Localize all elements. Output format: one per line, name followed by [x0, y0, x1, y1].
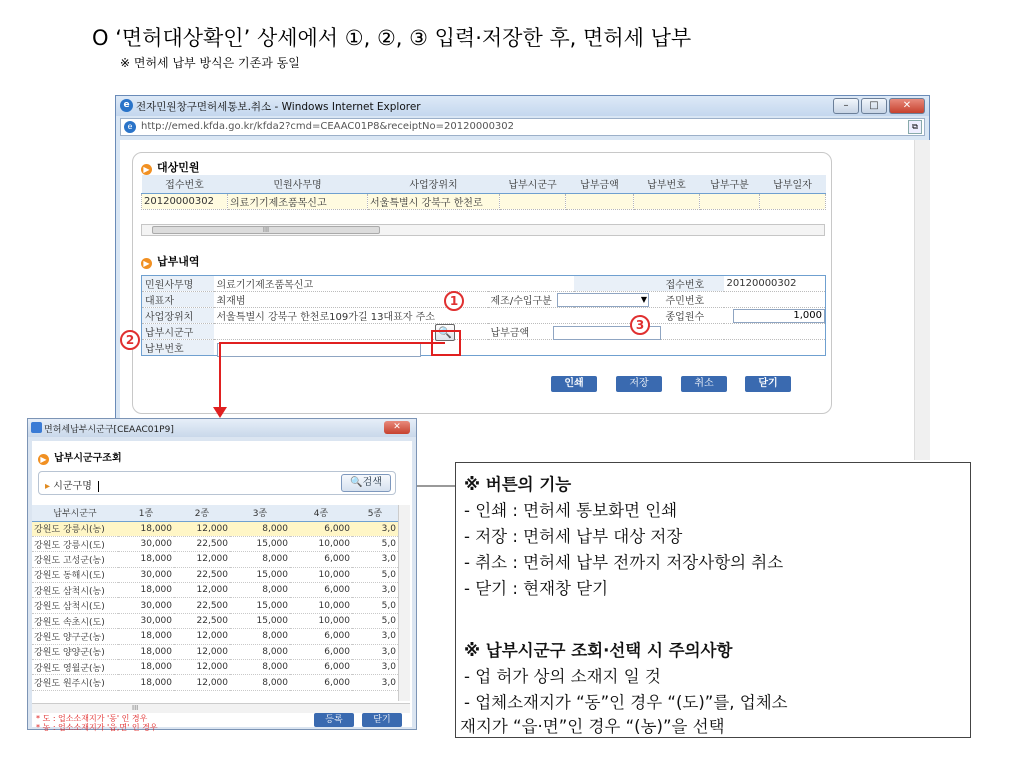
notes-line: - 인쇄 : 면허세 통보화면 인쇄 [464, 501, 678, 520]
cell: 12,000 [174, 552, 230, 567]
col-header[interactable]: 4종 [290, 505, 352, 521]
cell: 3,0 [352, 521, 398, 536]
notes-line: - 업 허가 상의 소재지 일 것 [464, 667, 661, 686]
notes-line: - 저장 : 면허세 납부 대상 저장 [464, 527, 683, 546]
cell: 15,000 [230, 536, 290, 551]
save-button[interactable]: 저장 [616, 376, 662, 392]
cell: 5,0 [352, 613, 398, 628]
cell: 18,000 [118, 675, 174, 690]
search-button[interactable]: 🔍검색 [341, 474, 391, 492]
col-header[interactable]: 납부번호 [634, 175, 700, 193]
cell: 20120000302 [142, 193, 228, 209]
bullet-icon: ▶ [141, 164, 152, 175]
cell: 18,000 [118, 552, 174, 567]
notes-box [455, 462, 971, 738]
cell: 3,0 [352, 660, 398, 675]
district-table [32, 505, 398, 691]
cell: 강원도 고성군(농) [32, 552, 118, 567]
cell: 6,000 [290, 660, 352, 675]
compat-view-icon[interactable]: ⧉ [908, 120, 922, 134]
location-value: 서울특별시 강북구 한천로109가길 13대표자 주소 [214, 308, 574, 324]
cell: 5,0 [352, 536, 398, 551]
col-header[interactable]: 납부시군구 [500, 175, 566, 193]
cell: 18,000 [118, 644, 174, 659]
rep-label: 대표자 [142, 292, 214, 308]
col-header[interactable]: 사업장위치 [368, 175, 500, 193]
notes-line: - 취소 : 면허세 납부 전까지 저장사항의 취소 [464, 553, 784, 572]
cell: 3,0 [352, 675, 398, 690]
cell: 8,000 [230, 583, 290, 598]
cell: 15,000 [230, 598, 290, 613]
cell: 8,000 [230, 521, 290, 536]
page-icon: e [124, 121, 136, 133]
search-bar [38, 471, 396, 495]
address-text: http://emed.kfda.go.kr/kfda2?cmd=CEAAC01P8&receiptNo=20120000302 [141, 121, 515, 132]
location-label: 사업장위치 [142, 308, 214, 324]
popup-titlebar [28, 419, 416, 437]
marker-1: 1 [444, 291, 464, 311]
search-icon[interactable]: 🔍 [435, 324, 455, 341]
table-row[interactable] [32, 583, 398, 598]
cell: 22,500 [174, 536, 230, 551]
cell: 8,000 [230, 552, 290, 567]
cell: 22,500 [174, 598, 230, 613]
popup-horizontal-scrollbar[interactable] [32, 703, 410, 713]
mfg-type-label: 제조/수입구분 [488, 292, 574, 308]
cell: 12,000 [174, 583, 230, 598]
search-input[interactable] [98, 481, 102, 492]
table-row[interactable] [32, 675, 398, 690]
table-row[interactable] [32, 613, 398, 628]
cell: 6,000 [290, 521, 352, 536]
close-button[interactable]: 닫기 [745, 376, 791, 392]
cell: 15,000 [230, 613, 290, 628]
cell: 22,500 [174, 613, 230, 628]
table-row[interactable] [32, 644, 398, 659]
print-button[interactable]: 인쇄 [551, 376, 597, 392]
target-header: ▶ 대상민원 [141, 159, 200, 175]
table-row[interactable] [32, 536, 398, 551]
table-row[interactable] [32, 629, 398, 644]
bullet-icon: ▶ [38, 454, 49, 465]
cell: 12,000 [174, 521, 230, 536]
cell: 강원도 삼척시(도) [32, 598, 118, 613]
arrow-head [213, 407, 227, 418]
table-row[interactable] [32, 552, 398, 567]
cell: 3,0 [352, 583, 398, 598]
office-name-label: 민원사무명 [142, 276, 214, 292]
rep-value: 최재범 [214, 292, 488, 308]
cell: 6,000 [290, 583, 352, 598]
slide-title: O ‘면허대상확인’ 상세에서 ①, ②, ③ 입력·저장한 후, 면허세 납부 [92, 26, 692, 50]
cell: 의료기기제조품목신고 [228, 193, 368, 209]
cell: 6,000 [290, 644, 352, 659]
table-row[interactable] [32, 521, 398, 536]
popup-note-2: * 농 : 업소소재지가 '읍,면' 인 경우 [36, 723, 158, 732]
notes-heading-1: ※ 버튼의 기능 [464, 475, 572, 494]
cell: 30,000 [118, 567, 174, 582]
col-header[interactable]: 2종 [174, 505, 230, 521]
cell: 강원도 영월군(농) [32, 660, 118, 675]
cell: 8,000 [230, 644, 290, 659]
cell: 8,000 [230, 629, 290, 644]
col-header[interactable]: 민원사무명 [228, 175, 368, 193]
col-header[interactable]: 납부구분 [700, 175, 760, 193]
payment-header: ▶ 납부내역 [141, 253, 200, 269]
marker-2: 2 [120, 330, 140, 350]
cell: 강원도 삼척시(농) [32, 583, 118, 598]
receipt-no-value: 20120000302 [724, 276, 826, 292]
notes-line: - 닫기 : 현재창 닫기 [464, 579, 609, 598]
employees-label: 종업원수 [574, 308, 724, 324]
close-icon[interactable]: ✕ [889, 98, 925, 114]
cell: 6,000 [290, 675, 352, 690]
district-popup [27, 418, 417, 730]
cell: 30,000 [118, 613, 174, 628]
bullet-arrow-icon: ▸ [45, 481, 51, 492]
employees-input[interactable]: 1,000 [733, 309, 825, 323]
cell: 강원도 원주시(농) [32, 675, 118, 690]
table-row[interactable] [32, 598, 398, 613]
cell: 10,000 [290, 536, 352, 551]
office-name-value: 의료기기제조품목신고 [214, 276, 574, 292]
table-row[interactable] [32, 567, 398, 582]
popup-title: 면허세납부시군구[CEAAC01P9] [44, 425, 174, 435]
search-label: 시군구명 [53, 481, 92, 492]
amount-label: 납부금액 [488, 324, 574, 340]
ie-logo-icon: e [120, 99, 133, 112]
popup-close-button[interactable]: 닫기 [362, 713, 402, 727]
cell: 5,0 [352, 567, 398, 582]
close-icon[interactable]: ✕ [384, 421, 410, 434]
col-header[interactable]: 3종 [230, 505, 290, 521]
popup-header: ▶ 납부시군구조회 [38, 449, 122, 465]
cell: 12,000 [174, 675, 230, 690]
col-header[interactable]: 1종 [118, 505, 174, 521]
col-header[interactable]: 납부금액 [566, 175, 634, 193]
marker-3: 3 [630, 315, 650, 335]
cell: 10,000 [290, 598, 352, 613]
cell: 18,000 [118, 660, 174, 675]
table-row[interactable] [32, 660, 398, 675]
slide-subtitle: ※ 면허세 납부 방식은 기존과 동일 [120, 56, 300, 70]
col-header[interactable]: 납부시군구 [32, 505, 118, 521]
cell: 3,0 [352, 552, 398, 567]
popup-body [32, 441, 412, 732]
notes-heading-2: ※ 납부시군구 조회·선택 시 주의사항 [464, 641, 733, 660]
search-icon: 🔍 [350, 477, 363, 488]
cell: 8,000 [230, 675, 290, 690]
cell: 강원도 동해시(도) [32, 567, 118, 582]
cell: 18,000 [118, 583, 174, 598]
popup-note-1: * 도 : 업소소재지가 '동' 인 경우 [36, 714, 148, 723]
col-header[interactable]: 5종 [352, 505, 398, 521]
cell: 6,000 [290, 629, 352, 644]
col-header[interactable]: 납부일자 [760, 175, 826, 193]
receipt-no-label: 접수번호 [574, 276, 724, 292]
minimize-icon[interactable]: – [833, 98, 859, 114]
cell: 5,0 [352, 598, 398, 613]
cell: 22,500 [174, 567, 230, 582]
cell: 강원도 강릉시(도) [32, 536, 118, 551]
scroll-thumb[interactable]: III [132, 704, 139, 712]
ie-window-title: 전자민원창구면허세통보.취소 - Windows Internet Explorer [136, 101, 421, 113]
col-header[interactable]: 접수번호 [142, 175, 228, 193]
cell: 8,000 [230, 660, 290, 675]
bullet-icon: ▶ [141, 258, 152, 269]
notes-line: - 업체소재지가 “동”인 경우 “(도)”를, 업체소 [464, 693, 788, 712]
cell: 강원도 속초시(도) [32, 613, 118, 628]
cell: 15,000 [230, 567, 290, 582]
cell: 강원도 양양군(농) [32, 644, 118, 659]
scroll-thumb[interactable]: III [152, 226, 380, 234]
cell: 30,000 [118, 598, 174, 613]
maximize-icon[interactable]: □ [861, 98, 887, 114]
cell: 12,000 [174, 629, 230, 644]
arrow-line [220, 343, 445, 415]
notes-line: 재지가 “읍·면”인 경우 “(농)”을 선택 [460, 717, 725, 736]
cell: 30,000 [118, 536, 174, 551]
cell: 18,000 [118, 629, 174, 644]
cell: 3,0 [352, 644, 398, 659]
chevron-down-icon: ▼ [640, 295, 647, 304]
cell: 6,000 [290, 552, 352, 567]
cell: 3,0 [352, 629, 398, 644]
register-button[interactable]: 등록 [314, 713, 354, 727]
resident-no-label: 주민번호 [574, 292, 724, 308]
cell: 강원도 양구군(농) [32, 629, 118, 644]
cell: 서울특별시 강북구 한천로 [368, 193, 500, 209]
pay-no-label: 납부번호 [142, 340, 214, 356]
cell: 12,000 [174, 660, 230, 675]
cell: 18,000 [118, 521, 174, 536]
cancel-button[interactable]: 취소 [681, 376, 727, 392]
cell: 강원도 강릉시(농) [32, 521, 118, 536]
cell: 10,000 [290, 613, 352, 628]
district-label: 납부시군구 [142, 324, 214, 340]
popup-vertical-scrollbar[interactable] [398, 505, 410, 701]
window-icon [31, 422, 42, 433]
cell: 10,000 [290, 567, 352, 582]
cell: 12,000 [174, 644, 230, 659]
